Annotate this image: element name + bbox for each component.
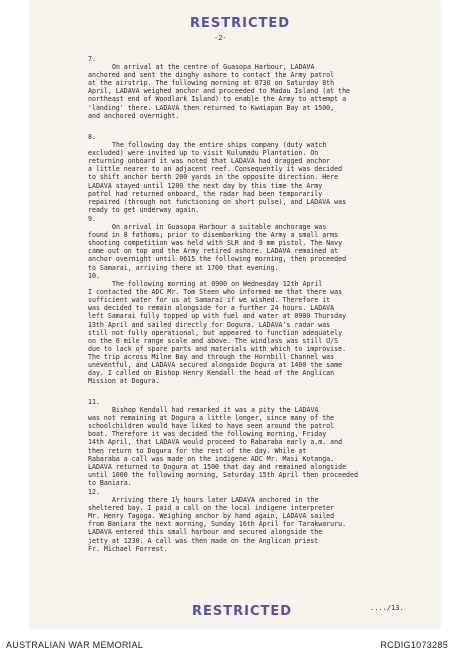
- paragraph-line: a little nearer to an adjacent reef. Consequently it was decided: [88, 165, 343, 174]
- paragraph-line: anchored and sent the dinghy ashore to contact the Army patrol: [88, 71, 335, 80]
- paragraph-line: at the airstrip. The following morning at 0730 on Saturday 8th: [88, 79, 335, 88]
- paragraph-number: 10.: [88, 272, 100, 280]
- paragraph-line: I contacted the ADC Mr. Tom Steen who informed me that there was: [88, 288, 343, 297]
- paragraph-line: to shift anchor berth 200 yards in the opposite direction. Here: [88, 173, 339, 182]
- paragraph-line: was not remaining at Dogura a little longer, since many of the: [88, 414, 335, 423]
- paragraph-line: excluded) were invited up to visit Kulumadu Plantation. On: [88, 149, 319, 158]
- paragraph-7: [88, 55, 423, 120]
- record-id: RCDIG1073285: [380, 640, 448, 650]
- paragraph-line: 13th April and sailed directly for Dogura. LADAVA's radar was: [88, 320, 331, 329]
- paragraph-line: uneventful, and LADAVA secured alongside Dogura at 1400 the same: [88, 361, 343, 370]
- paragraph-10: [88, 272, 423, 385]
- paragraph-line: The trip across Milne Bay and through the Hornbill Channel was: [88, 352, 335, 361]
- paragraph-number: 7.: [88, 55, 96, 63]
- paragraph-number: 11.: [88, 398, 100, 406]
- paragraph-line: then return to Dogura for the rest of the day. While at: [88, 446, 307, 455]
- paragraph-line: anchor overnight until 0615 the following morning, then proceeded: [88, 255, 347, 264]
- paragraph-8: [88, 133, 423, 214]
- paragraph-line: and anchored overnight.: [88, 111, 180, 120]
- paragraph-line: came out on top and the Army retired ashore. LADAVA remained at: [88, 247, 339, 256]
- paragraph-line: northeast end of Woodlark Island) to enable the Army to attempt a: [88, 95, 347, 104]
- page-number: -2-: [214, 34, 227, 42]
- paragraph-line: on the 6 mile range scale and above. The windlass was still U/S: [88, 336, 339, 345]
- restricted-stamp-top: RESTRICTED: [190, 16, 291, 31]
- paragraph-line: Mission at Dogura.: [88, 377, 160, 386]
- paragraph-line: ready to get underway again.: [88, 205, 200, 214]
- paragraph-line: Rabaraba a call was made on the indigene ADC Mr. Masi Kotanga.: [88, 454, 335, 463]
- paragraph-line: The following day the entire ships company (duty watch: [112, 141, 327, 150]
- paragraph-line: 'landing' there. LADAVA then returned to Kwaiapan Bay at 1500,: [88, 103, 335, 112]
- paragraph-line: still not fully operational, but appeared to function adequately: [88, 328, 343, 337]
- paragraph-number: 12.: [88, 488, 100, 496]
- paragraph-9: [88, 215, 423, 272]
- paragraph-line: LADAVA stayed until 1200 the next day by this time the Army: [88, 181, 323, 190]
- paragraph-line: was decided to remain alongside for a further 24 hours. LADAVA: [88, 304, 335, 313]
- archive-footer: [0, 632, 456, 654]
- paragraph-11: [88, 398, 423, 487]
- paragraph-line: patrol had returned onboard, the radar had been temporarily: [88, 189, 323, 198]
- paragraph-line: April, LADAVA weighed anchor and proceeded to Madau Island (at the: [88, 87, 351, 96]
- continuation-marker: ..../13.: [370, 604, 404, 612]
- paragraph-line: Mr. Henry Tagoga. Weighing anchor by hand again, LADAVA sailed: [88, 512, 335, 521]
- paragraph-line: boat. Therefore it was decided the following morning, Friday: [88, 430, 327, 439]
- paragraph-line: Bishop Kendall had remarked it was a pity the LADAVA: [112, 406, 319, 415]
- paragraph-number: 9.: [88, 215, 96, 223]
- paragraph-line: The following morning at 0900 on Wednesday 12th April: [112, 280, 323, 289]
- paragraph-line: shooting competition was held with SLR and 9 mm pistol. The Navy: [88, 239, 343, 248]
- paragraph-line: schoolchildren would have liked to have seen around the patrol: [88, 422, 335, 431]
- paragraph-line: LADAVA entered this small harbour and secured alongside the: [88, 528, 323, 537]
- paragraph-line: On arrival at the centre of Guasopa Harbour, LADAVA: [112, 63, 315, 72]
- paragraph-line: until 1000 the following morning, Saturday 15th April then proceeded: [88, 470, 358, 479]
- paragraph-line: to Samarai, arriving there at 1700 that evening.: [88, 263, 279, 272]
- paragraph-line: LADAVA returned to Dogura at 1500 that day and remained alongside: [88, 462, 347, 471]
- paragraph-line: from Baniara the next morning, Sunday 16th April for Tarakwaruru.: [88, 520, 347, 529]
- paragraph-line: left Samarai fully topped up with fuel and water at 0900 Thursday: [88, 312, 347, 321]
- paragraph-line: On arrival in Guasopa Harbour a suitable anchorage was: [112, 223, 327, 232]
- paragraph-line: sufficient water for us at Samarai if we wished. Therefore it: [88, 296, 331, 305]
- paragraph-12: [88, 488, 423, 553]
- restricted-stamp-bottom: RESTRICTED: [192, 604, 293, 619]
- paragraph-line: found in 8 fathoms; prior to disembarking the Army a small arms: [88, 231, 339, 240]
- paragraph-line: 14th April, that LADAVA would proceed to Rabaraba early a.m. and: [88, 438, 343, 447]
- paragraph-line: Arriving there 1½ hours later LADAVA anchored in the: [112, 496, 319, 505]
- paragraph-line: due to lack of spare parts and materials with which to improvise.: [88, 344, 347, 353]
- paragraph-line: Fr. Michael Forrest.: [88, 544, 168, 553]
- paragraph-number: 8.: [88, 133, 96, 141]
- paragraph-line: sheltered bay. I paid a call on the local indigene interpreter: [88, 504, 335, 513]
- paragraph-line: jetty at 1230. A call was then made on the Anglican priest: [88, 536, 319, 545]
- paragraph-line: day. I called on Bishop Henry Kendall the head of the Anglican: [88, 369, 335, 378]
- paragraph-line: to Baniara.: [88, 478, 132, 487]
- institution-name: AUSTRALIAN WAR MEMORIAL: [6, 640, 144, 650]
- paragraph-line: returning onboard it was noted that LADAVA had dragged anchor: [88, 157, 331, 166]
- paragraph-line: repaired (through not functioning on short pulse), and LADAVA was: [88, 197, 347, 206]
